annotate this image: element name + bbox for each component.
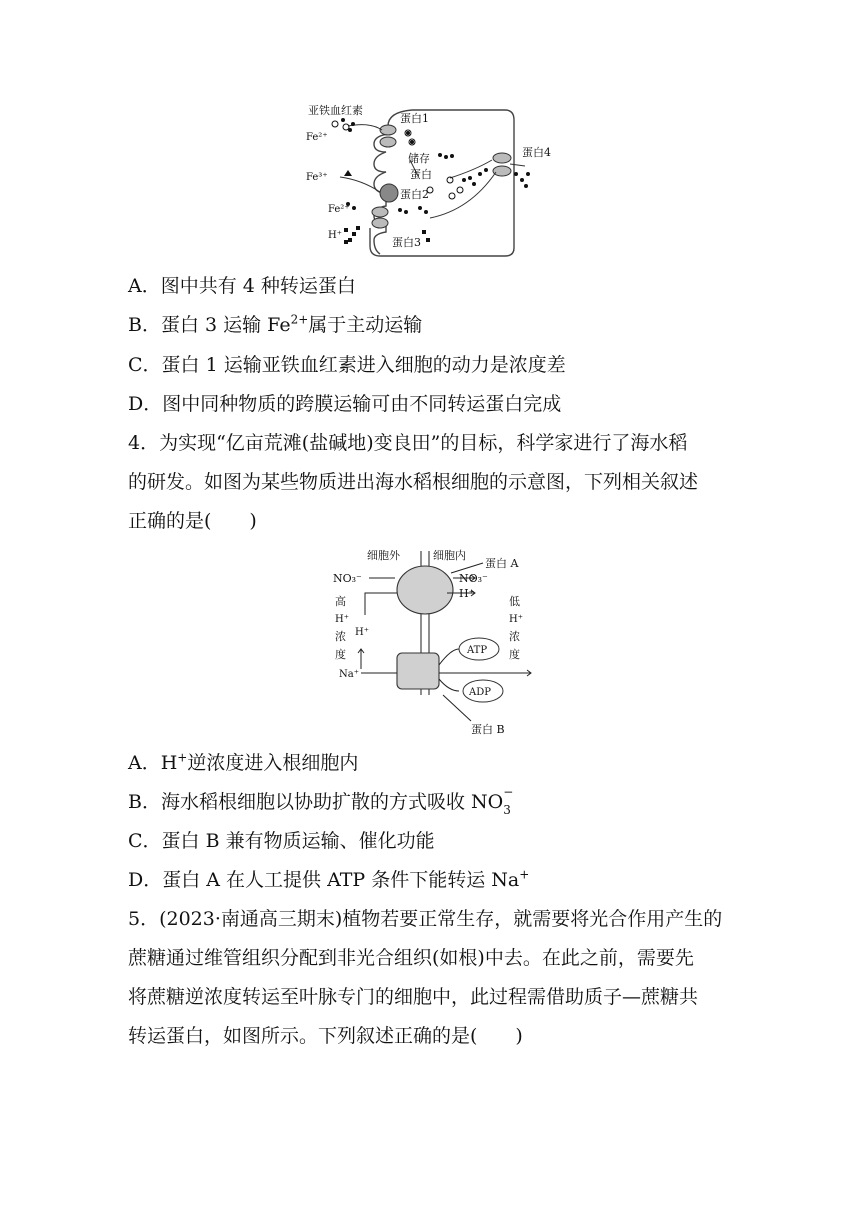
label-fe2-top: Fe²⁺	[306, 132, 328, 143]
q3-option-a[interactable]: A．图中共有 4 种转运蛋白	[128, 275, 356, 297]
label-protein-b: 蛋白 B	[471, 723, 505, 736]
label-storage-protein: 蛋白	[410, 168, 432, 181]
label-no3-right: NO₃⁻	[459, 572, 488, 585]
label-heme: 亚铁血红素	[308, 104, 363, 117]
label-na: Na⁺	[339, 669, 359, 680]
label-low-3: 浓	[509, 630, 520, 643]
label-atp: ATP	[467, 645, 488, 656]
label-high-1: 高	[335, 595, 346, 608]
iron-transport-figure	[300, 100, 570, 262]
label-h: H⁺	[328, 230, 342, 241]
q4-stem-line2: 的研发。如图为某些物质进出海水稻根细胞的示意图，下列相关叙述	[128, 471, 699, 493]
label-protein4: 蛋白4	[522, 146, 551, 159]
label-adp: ADP	[469, 687, 491, 698]
q3-option-d[interactable]: D．图中同种物质的跨膜运输可由不同转运蛋白完成	[128, 393, 562, 415]
label-inside: 细胞内	[433, 549, 466, 562]
label-fe3: Fe³⁺	[306, 172, 328, 183]
label-high-4: 度	[335, 648, 346, 661]
q4-option-c[interactable]: C．蛋白 B 兼有物质运输、催化功能	[128, 830, 435, 852]
label-protein-a: 蛋白 A	[485, 557, 519, 570]
q4-option-d[interactable]: D．蛋白 A 在人工提供 ATP 条件下能转运 Na+	[128, 867, 530, 891]
label-low-2: H⁺	[509, 614, 523, 625]
label-high-2: H⁺	[335, 614, 349, 625]
label-low-4: 度	[509, 648, 520, 661]
q5-stem-line2: 蔗糖通过维管组织分配到非光合组织(如根)中去。在此之前，需要先	[128, 947, 694, 969]
label-protein3: 蛋白3	[392, 236, 421, 249]
label-protein1: 蛋白1	[400, 112, 429, 125]
q4-option-b[interactable]: B．海水稻根细胞以协助扩散的方式吸收 NO − 3	[128, 785, 514, 817]
label-fe2-bottom: Fe²⁺	[328, 204, 350, 215]
q5-stem-line4: 转运蛋白，如图所示。下列叙述正确的是( )	[128, 1025, 523, 1047]
label-outside: 细胞外	[367, 549, 400, 562]
q4-option-a[interactable]: A．H+逆浓度进入根细胞内	[128, 750, 359, 774]
label-no3-left: NO₃⁻	[333, 572, 362, 585]
label-protein2: 蛋白2	[400, 188, 429, 201]
q5-stem-line1: 5．(2023·南通高三期末)植物若要正常生存，就需要将光合作用产生的	[128, 908, 723, 930]
label-h-right: H⁺	[459, 587, 475, 600]
rice-root-cell-figure	[325, 545, 545, 741]
label-h-mid: H⁺	[355, 627, 369, 638]
q3-option-b[interactable]: B．蛋白 3 运输 $Fe^{2+}$属于主动运输	[128, 312, 423, 336]
q5-stem-line3: 将蔗糖逆浓度转运至叶脉专门的细胞中，此过程需借助质子—蔗糖共	[128, 986, 699, 1008]
q4-stem-line1: 4．为实现“亿亩荒滩(盐碱地)变良田”的目标，科学家进行了海水稻	[128, 432, 688, 454]
q4-stem-line3: 正确的是( )	[128, 510, 257, 532]
label-high-3: 浓	[335, 630, 346, 643]
q3-option-c[interactable]: C．蛋白 1 运输亚铁血红素进入细胞的动力是浓度差	[128, 354, 566, 376]
label-storage: 储存	[408, 152, 430, 165]
label-low-1: 低	[509, 595, 520, 608]
